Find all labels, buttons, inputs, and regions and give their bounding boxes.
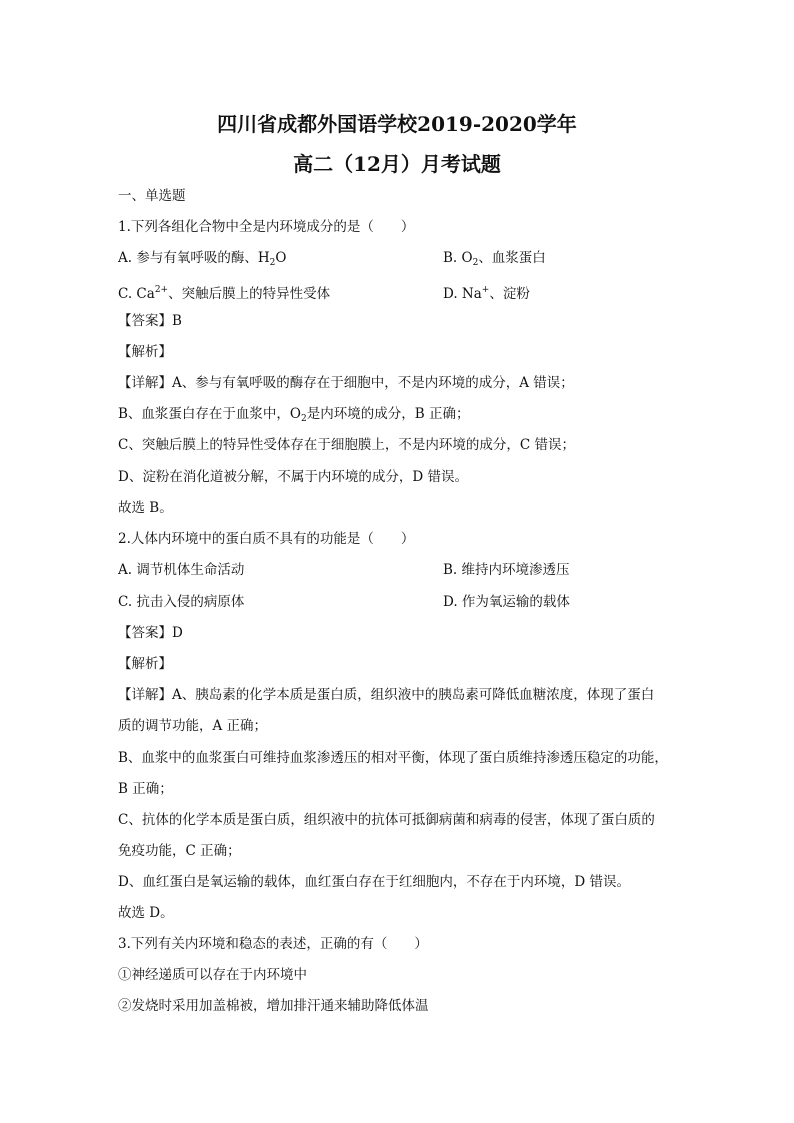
q1-detail-a: 【详解】A、参与有氧呼吸的酶存在于细胞中，不是内环境的成分，A 错误； (118, 375, 574, 391)
q2-option-d: D. 作为氧运输的载体 (443, 594, 570, 610)
q3-item-1: ①神经递质可以存在于内环境中 (118, 967, 307, 983)
q2-answer: 【答案】D (118, 625, 183, 641)
q1-option-a: A. 参与有氧呼吸的酶、$H_2O$ (118, 250, 287, 268)
q1-analysis-heading: 【解析】 (118, 344, 172, 360)
q1-answer: 【答案】B (118, 313, 182, 329)
q1-option-c: C. $Ca^{2+}$、突触后膜上的特异性受体 (118, 285, 331, 302)
q2-option-c: C. 抗击入侵的病原体 (118, 594, 245, 610)
q2-detail-a-line1: 【详解】A、胰岛素的化学本质是蛋白质，组织液中的胰岛素可降低血糖浓度，体现了蛋白 (118, 687, 655, 703)
q1-option-b: B. $O_2$、血浆蛋白 (443, 250, 546, 268)
q2-detail-c-line1: C、抗体的化学本质是蛋白质，组织液中的抗体可抵御病菌和病毒的侵害，体现了蛋白质的 (118, 812, 655, 828)
q3-stem: 3.下列有关内环境和稳态的表述，正确的有（ ） (118, 936, 428, 952)
q2-detail-d: D、血红蛋白是氧运输的载体，血红蛋白存在于红细胞内，不存在于内环境，D 错误。 (118, 874, 630, 890)
q1-detail-b: B、血浆蛋白存在于血浆中，$O_2$是内环境的成分，B 正确； (118, 406, 470, 424)
q1-conclusion: 故选 B。 (118, 500, 173, 516)
document-title-line-2: 高二（12月）月考试题 (293, 152, 501, 176)
q2-conclusion: 故选 D。 (118, 905, 174, 921)
q1-detail-c: C、突触后膜上的特异性受体存在于细胞膜上，不是内环境的成分，C 错误； (118, 437, 575, 453)
q3-item-2: ②发烧时采用加盖棉被，增加排汗通来辅助降低体温 (118, 998, 429, 1014)
q2-detail-c-line2: 免疫功能，C 正确； (118, 843, 241, 859)
q1-option-d: D. Na+、淀粉 (443, 285, 530, 302)
q2-stem: 2.人体内环境中的蛋白质不具有的功能是（ ） (118, 531, 415, 547)
section-heading: 一、单选题 (118, 188, 186, 204)
q2-detail-a-line2: 质的调节功能，A 正确； (118, 718, 268, 734)
q2-option-a: A. 调节机体生命活动 (118, 562, 245, 578)
q1-stem: 1.下列各组化合物中全是内环境成分的是（ ） (118, 219, 415, 235)
q2-option-b: B. 维持内环境渗透压 (443, 562, 570, 578)
q2-detail-b-line1: B、血浆中的血浆蛋白可维持血浆渗透压的相对平衡，体现了蛋白质维持渗透压稳定的功能， (118, 750, 668, 766)
q1-detail-d: D、淀粉在消化道被分解，不属于内环境的成分，D 错误。 (118, 469, 468, 485)
q2-detail-b-line2: B 正确； (118, 781, 173, 797)
document-title-line-1: 四川省成都外国语学校2019-2020学年 (217, 112, 577, 136)
q2-analysis-heading: 【解析】 (118, 656, 172, 672)
